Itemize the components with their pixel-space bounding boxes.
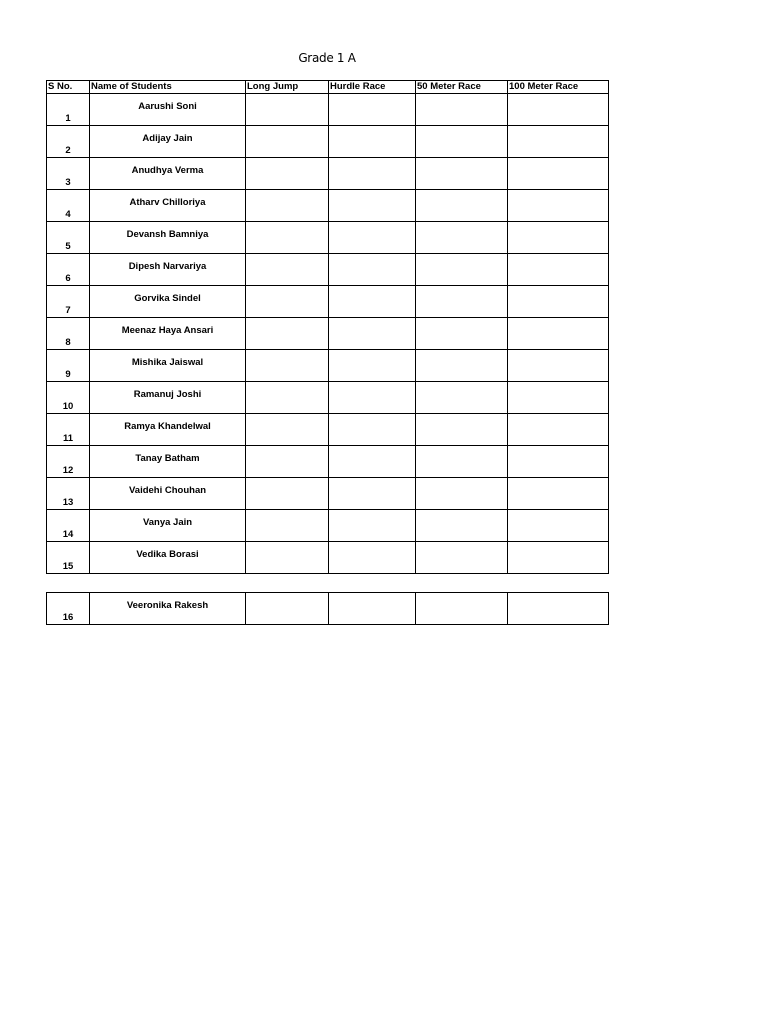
long-jump-cell — [246, 158, 329, 190]
table-row — [47, 478, 609, 510]
long-jump-cell — [246, 318, 329, 350]
serial-number-cell: 1 — [47, 94, 90, 126]
serial-number-cell: 10 — [47, 382, 90, 414]
long-jump-cell — [246, 94, 329, 126]
table-row — [47, 414, 609, 446]
student-table — [46, 80, 609, 574]
table-row — [47, 593, 609, 625]
serial-number-cell: 9 — [47, 350, 90, 382]
50-meter-race-cell — [416, 350, 508, 382]
table-row — [47, 318, 609, 350]
table-row — [47, 286, 609, 318]
long-jump-cell — [246, 446, 329, 478]
50-meter-race-cell — [416, 158, 508, 190]
hurdle-race-cell — [329, 382, 416, 414]
table-row — [47, 542, 609, 574]
hurdle-race-cell — [329, 190, 416, 222]
serial-number-cell: 3 — [47, 158, 90, 190]
hurdle-race-cell — [329, 222, 416, 254]
long-jump-cell — [246, 254, 329, 286]
header-50-meter-race: 50 Meter Race — [416, 81, 508, 94]
hurdle-race-cell — [329, 94, 416, 126]
long-jump-cell — [246, 222, 329, 254]
50-meter-race-cell — [416, 382, 508, 414]
100-meter-race-cell — [508, 318, 609, 350]
student-name-cell: Vaidehi Chouhan — [90, 478, 246, 510]
serial-number-cell: 14 — [47, 510, 90, 542]
50-meter-race-cell — [416, 254, 508, 286]
serial-number-cell: 5 — [47, 222, 90, 254]
long-jump-cell — [246, 126, 329, 158]
100-meter-race-cell — [508, 254, 609, 286]
50-meter-race-cell — [416, 510, 508, 542]
long-jump-cell — [246, 382, 329, 414]
hurdle-race-cell — [329, 126, 416, 158]
long-jump-cell — [246, 542, 329, 574]
100-meter-race-cell — [508, 478, 609, 510]
hurdle-race-cell — [329, 510, 416, 542]
long-jump-cell — [246, 414, 329, 446]
hurdle-race-cell — [329, 593, 416, 625]
50-meter-race-cell — [416, 286, 508, 318]
student-name-cell: Mishika Jaiswal — [90, 350, 246, 382]
header-hurdle-race: Hurdle Race — [329, 81, 416, 94]
long-jump-cell — [246, 190, 329, 222]
serial-number-cell: 6 — [47, 254, 90, 286]
long-jump-cell — [246, 286, 329, 318]
serial-number-cell: 8 — [47, 318, 90, 350]
hurdle-race-cell — [329, 286, 416, 318]
header-sno: S No. — [47, 81, 90, 94]
hurdle-race-cell — [329, 350, 416, 382]
student-name-cell: Ramanuj Joshi — [90, 382, 246, 414]
50-meter-race-cell — [416, 222, 508, 254]
student-name-cell: Anudhya Verma — [90, 158, 246, 190]
student-name-cell: Devansh Bamniya — [90, 222, 246, 254]
table-row — [47, 94, 609, 126]
header-name: Name of Students — [90, 81, 246, 94]
student-name-cell: Dipesh Narvariya — [90, 254, 246, 286]
serial-number-cell: 11 — [47, 414, 90, 446]
100-meter-race-cell — [508, 542, 609, 574]
student-name-cell: Ramya Khandelwal — [90, 414, 246, 446]
long-jump-cell — [246, 478, 329, 510]
hurdle-race-cell — [329, 446, 416, 478]
header-100-meter-race: 100 Meter Race — [508, 81, 609, 94]
100-meter-race-cell — [508, 593, 609, 625]
100-meter-race-cell — [508, 222, 609, 254]
100-meter-race-cell — [508, 126, 609, 158]
page-title: Grade 1 A — [298, 51, 356, 65]
50-meter-race-cell — [416, 593, 508, 625]
student-name-cell: Vedika Borasi — [90, 542, 246, 574]
student-name-cell: Vanya Jain — [90, 510, 246, 542]
table-row — [47, 158, 609, 190]
student-name-cell: Meenaz Haya Ansari — [90, 318, 246, 350]
student-name-cell: Veeronika Rakesh — [90, 593, 246, 625]
student-name-cell: Atharv Chilloriya — [90, 190, 246, 222]
hurdle-race-cell — [329, 318, 416, 350]
table-row — [47, 126, 609, 158]
100-meter-race-cell — [508, 94, 609, 126]
table-row — [47, 510, 609, 542]
serial-number-cell: 15 — [47, 542, 90, 574]
table-row — [47, 446, 609, 478]
50-meter-race-cell — [416, 190, 508, 222]
50-meter-race-cell — [416, 542, 508, 574]
header-long-jump: Long Jump — [246, 81, 329, 94]
100-meter-race-cell — [508, 382, 609, 414]
table-row — [47, 254, 609, 286]
serial-number-cell: 13 — [47, 478, 90, 510]
table-row — [47, 382, 609, 414]
50-meter-race-cell — [416, 478, 508, 510]
hurdle-race-cell — [329, 158, 416, 190]
header-row — [47, 81, 609, 94]
long-jump-cell — [246, 510, 329, 542]
hurdle-race-cell — [329, 542, 416, 574]
student-name-cell: Aarushi Soni — [90, 94, 246, 126]
serial-number-cell: 12 — [47, 446, 90, 478]
100-meter-race-cell — [508, 190, 609, 222]
100-meter-race-cell — [508, 286, 609, 318]
serial-number-cell: 7 — [47, 286, 90, 318]
100-meter-race-cell — [508, 350, 609, 382]
long-jump-cell — [246, 350, 329, 382]
hurdle-race-cell — [329, 478, 416, 510]
50-meter-race-cell — [416, 126, 508, 158]
100-meter-race-cell — [508, 510, 609, 542]
serial-number-cell: 2 — [47, 126, 90, 158]
hurdle-race-cell — [329, 254, 416, 286]
student-name-cell: Tanay Batham — [90, 446, 246, 478]
100-meter-race-cell — [508, 446, 609, 478]
student-name-cell: Gorvika Sindel — [90, 286, 246, 318]
serial-number-cell: 16 — [47, 593, 90, 625]
50-meter-race-cell — [416, 94, 508, 126]
student-table-continued — [46, 592, 609, 625]
student-name-cell: Adijay Jain — [90, 126, 246, 158]
table-row — [47, 350, 609, 382]
table-row — [47, 222, 609, 254]
hurdle-race-cell — [329, 414, 416, 446]
serial-number-cell: 4 — [47, 190, 90, 222]
table-row — [47, 190, 609, 222]
50-meter-race-cell — [416, 318, 508, 350]
long-jump-cell — [246, 593, 329, 625]
50-meter-race-cell — [416, 414, 508, 446]
100-meter-race-cell — [508, 158, 609, 190]
100-meter-race-cell — [508, 414, 609, 446]
50-meter-race-cell — [416, 446, 508, 478]
